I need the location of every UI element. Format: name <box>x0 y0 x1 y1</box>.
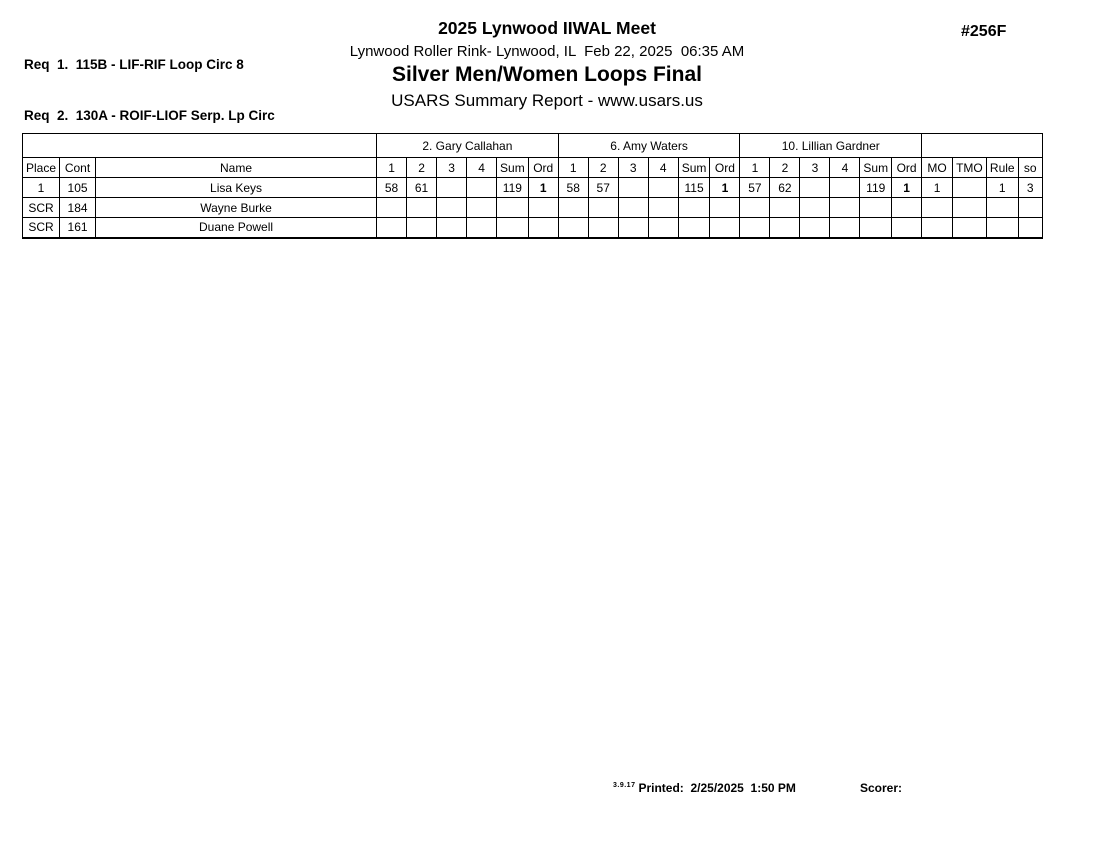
col-header-score: 3 <box>437 158 467 178</box>
col-header-name: Name <box>96 158 377 178</box>
ord-cell <box>710 218 740 238</box>
score-cell: 61 <box>407 178 437 198</box>
sum-cell: 119 <box>860 178 892 198</box>
meet-title: 2025 Lynwood IIWAL Meet <box>438 18 656 38</box>
score-cell <box>800 198 830 218</box>
score-cell <box>437 178 467 198</box>
so-cell <box>1018 218 1042 238</box>
col-header-ord: Ord <box>892 158 922 178</box>
sum-cell <box>678 218 710 238</box>
col-header-score: 2 <box>588 158 618 178</box>
col-header-so: so <box>1018 158 1042 178</box>
report-number: #256F <box>961 23 1007 40</box>
results-table <box>22 133 1043 239</box>
cont-cell: 184 <box>60 198 96 218</box>
corner-spacer-right <box>922 134 1043 158</box>
rule-cell <box>986 198 1018 218</box>
col-header-score: 3 <box>800 158 830 178</box>
judge-header-row <box>23 134 1043 158</box>
rule-cell: 1 <box>986 178 1018 198</box>
score-cell <box>830 178 860 198</box>
score-cell: 62 <box>770 178 800 198</box>
corner-spacer-left <box>23 134 377 158</box>
score-cell <box>558 218 588 238</box>
col-header-ord: Ord <box>528 158 558 178</box>
cont-cell: 105 <box>60 178 96 198</box>
sum-cell <box>860 198 892 218</box>
col-header-mo: MO <box>922 158 953 178</box>
rule-cell <box>986 218 1018 238</box>
table-row <box>23 198 1043 218</box>
col-header-score: 1 <box>377 158 407 178</box>
cont-cell: 161 <box>60 218 96 238</box>
name-cell: Wayne Burke <box>96 198 377 218</box>
score-cell <box>830 198 860 218</box>
name-cell: Lisa Keys <box>96 178 377 198</box>
col-header-score: 4 <box>648 158 678 178</box>
score-cell <box>407 218 437 238</box>
col-header-tmo: TMO <box>953 158 987 178</box>
place-cell: SCR <box>23 218 60 238</box>
column-header-row <box>23 158 1043 178</box>
score-cell <box>740 198 770 218</box>
score-cell <box>740 218 770 238</box>
col-header-ord: Ord <box>710 158 740 178</box>
col-header-sum: Sum <box>860 158 892 178</box>
mo-cell <box>922 198 953 218</box>
score-cell: 57 <box>588 178 618 198</box>
score-cell <box>437 218 467 238</box>
col-header-score: 3 <box>618 158 648 178</box>
score-cell: 58 <box>377 178 407 198</box>
judge-name-cell: 6. Amy Waters <box>558 134 740 158</box>
score-cell <box>770 218 800 238</box>
score-cell <box>648 178 678 198</box>
score-cell <box>377 198 407 218</box>
score-cell <box>618 178 648 198</box>
score-cell: 57 <box>740 178 770 198</box>
col-header-place: Place <box>23 158 60 178</box>
col-header-score: 2 <box>770 158 800 178</box>
printed-text: Printed: 2/25/2025 1:50 PM <box>638 781 796 795</box>
mo-cell: 1 <box>922 178 953 198</box>
ord-cell: 1 <box>892 178 922 198</box>
score-cell <box>770 198 800 218</box>
score-cell <box>800 178 830 198</box>
col-header-rule: Rule <box>986 158 1018 178</box>
venue-line: Lynwood Roller Rink- Lynwood, IL Feb 22, 2025 06:35 AM <box>349 42 745 60</box>
score-cell <box>648 218 678 238</box>
score-cell <box>648 198 678 218</box>
sum-cell: 119 <box>497 178 529 198</box>
score-cell <box>467 198 497 218</box>
table-row <box>23 218 1043 238</box>
judge-name-cell: 10. Lillian Gardner <box>740 134 922 158</box>
scorer-label: Scorer: <box>860 781 903 795</box>
report-title: USARS Summary Report - www.usars.us <box>391 90 703 110</box>
score-cell <box>800 218 830 238</box>
score-cell <box>830 218 860 238</box>
ord-cell <box>892 218 922 238</box>
tmo-cell <box>953 178 987 198</box>
req-line-1: Req 1. 115B - LIF-RIF Loop Circ 8 <box>24 57 244 72</box>
col-header-score: 1 <box>740 158 770 178</box>
score-cell <box>467 218 497 238</box>
score-cell <box>618 198 648 218</box>
place-cell: SCR <box>23 198 60 218</box>
sum-cell <box>497 218 529 238</box>
ord-cell <box>892 198 922 218</box>
score-cell <box>618 218 648 238</box>
score-cell <box>588 198 618 218</box>
req-line-2: Req 2. 130A - ROIF-LIOF Serp. Lp Circ <box>24 108 275 123</box>
sum-cell <box>678 198 710 218</box>
score-cell <box>467 178 497 198</box>
mo-cell <box>922 218 953 238</box>
ord-cell: 1 <box>710 178 740 198</box>
judge-name-cell: 2. Gary Callahan <box>377 134 559 158</box>
event-title: Silver Men/Women Loops Final <box>392 62 702 86</box>
so-cell <box>1018 198 1042 218</box>
col-header-score: 4 <box>467 158 497 178</box>
score-cell <box>407 198 437 218</box>
score-cell <box>437 198 467 218</box>
col-header-score: 4 <box>830 158 860 178</box>
score-cell <box>588 218 618 238</box>
printed-line <box>613 781 796 795</box>
ord-cell: 1 <box>528 178 558 198</box>
sum-cell <box>497 198 529 218</box>
table-row <box>23 178 1043 198</box>
col-header-sum: Sum <box>497 158 529 178</box>
score-cell: 58 <box>558 178 588 198</box>
ord-cell <box>528 198 558 218</box>
version-superscript: 3.9.17 <box>613 782 636 789</box>
sum-cell <box>860 218 892 238</box>
ord-cell <box>710 198 740 218</box>
score-cell <box>558 198 588 218</box>
col-header-sum: Sum <box>678 158 710 178</box>
tmo-cell <box>953 198 987 218</box>
title-block <box>0 20 1094 109</box>
tmo-cell <box>953 218 987 238</box>
col-header-cont: Cont <box>60 158 96 178</box>
place-cell: 1 <box>23 178 60 198</box>
col-header-score: 1 <box>558 158 588 178</box>
sum-cell: 115 <box>678 178 710 198</box>
score-cell <box>377 218 407 238</box>
so-cell: 3 <box>1018 178 1042 198</box>
ord-cell <box>528 218 558 238</box>
name-cell: Duane Powell <box>96 218 377 238</box>
col-header-score: 2 <box>407 158 437 178</box>
